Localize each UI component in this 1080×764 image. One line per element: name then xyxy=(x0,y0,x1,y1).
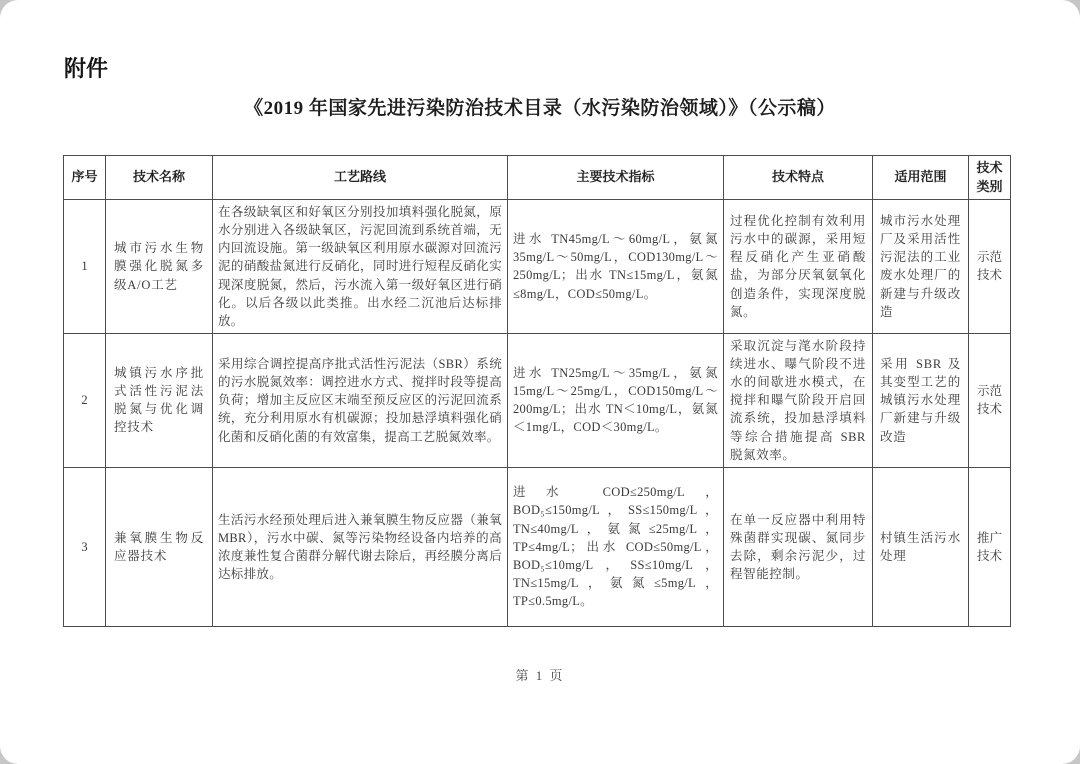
cell-serial-number: 1 xyxy=(64,200,106,334)
document-title: 《2019 年国家先进污染防治技术目录（水污染防治领域）》（公示稿） xyxy=(244,98,836,119)
cell-technical-features: 采取沉淀与滗水阶段持续进水、曝气阶段不进水的间歇进水模式，在搅拌和曝气阶段开启回流系统，投加悬浮填料等综合措施提高 SBR 脱氮效率。 xyxy=(724,333,873,467)
cell-technology-category: 推广技术 xyxy=(969,467,1011,626)
cell-technology-name: 城市污水生物膜强化脱氮多级A/O工艺 xyxy=(106,200,213,334)
cell-applicable-scope: 城市污水处理厂及采用活性污泥法的工业废水处理厂的新建与升级改造 xyxy=(873,200,969,334)
cell-technical-features: 在单一反应器中利用特殊菌群实现碳、氮同步去除，剩余污泥少，过程智能控制。 xyxy=(724,467,873,626)
cell-technology-category: 示范技术 xyxy=(969,333,1011,467)
cell-applicable-scope: 村镇生活污水处理 xyxy=(873,467,969,626)
cell-main-indicators: 进水 COD≤250mg/L，BOD₅≤150mg/L，SS≤150mg/L，TN≤40mg/L，氨氮≤25mg/L，TP≤4mg/L；出水 COD≤50mg/L，BOD₅≤10mg/L，SS≤10mg/L，TN≤15mg/L，氨氮≤5mg/L，TP≤0.5mg/L。 xyxy=(508,467,724,626)
cell-main-indicators: 进水 TN45mg/L～60mg/L，氨氮35mg/L～50mg/L，COD130mg/L～250mg/L；出水 TN≤15mg/L，氨氮≤8mg/L，COD≤50mg/L。 xyxy=(508,200,724,334)
cell-process-route: 在各级缺氧区和好氧区分别投加填料强化脱氮，原水分别进入各级缺氧区，污泥回流到系统首端，无内回流设施。第一级缺氧区利用原水碳源对回流污泥的硝酸盐氮进行反硝化，同时进行短程反硝化实现深度脱氮，然后，污水流入第一级好氧区进行硝化。以后各级以此类推。出水经二沉池后达标排放。 xyxy=(213,200,508,334)
header-technical-features: 技术特点 xyxy=(724,156,873,200)
header-serial-number: 序号 xyxy=(64,156,106,200)
cell-technology-name: 城镇污水序批式活性污泥法脱氮与优化调控技术 xyxy=(106,333,213,467)
cell-process-route: 采用综合调控提高序批式活性污泥法（SBR）系统的污水脱氮效率：调控进水方式、搅拌时段等提高负荷；增加主反应区末端至预反应区的污泥回流系统，充分利用原水有机碳源；投加悬浮填料强化硝化菌和反硝化菌的有效富集，提高工艺脱氮效率。 xyxy=(213,333,508,467)
cell-main-indicators: 进水 TN25mg/L～35mg/L，氨氮15mg/L～25mg/L，COD150mg/L～200mg/L；出水 TN＜10mg/L，氨氮＜1mg/L，COD＜30mg/L。 xyxy=(508,333,724,467)
cell-technical-features: 过程优化控制有效利用污水中的碳源，采用短程反硝化产生亚硝酸盐，为部分厌氧氨氧化创造条件，实现深度脱氮。 xyxy=(724,200,873,334)
header-technology-category: 技术类别 xyxy=(969,156,1011,200)
table-row xyxy=(64,333,1011,467)
cell-process-route: 生活污水经预处理后进入兼氧膜生物反应器（兼氧 MBR），污水中碳、氮等污染物经设备内培养的高浓度兼性复合菌群分解代谢去除后，再经膜分离后达标排放。 xyxy=(213,467,508,626)
cell-technology-name: 兼氧膜生物反应器技术 xyxy=(106,467,213,626)
cell-serial-number: 3 xyxy=(64,467,106,626)
cell-applicable-scope: 采用 SBR 及其变型工艺的城镇污水处理厂新建与升级改造 xyxy=(873,333,969,467)
header-applicable-scope: 适用范围 xyxy=(873,156,969,200)
table-header-row xyxy=(64,156,1011,200)
cell-technology-category: 示范技术 xyxy=(969,200,1011,334)
page-number: 第 1 页 xyxy=(515,668,565,683)
table-row xyxy=(64,467,1011,626)
header-technology-name: 技术名称 xyxy=(106,156,213,200)
attachment-label: 附件 xyxy=(64,56,109,81)
cell-serial-number: 2 xyxy=(64,333,106,467)
header-process-route: 工艺路线 xyxy=(213,156,508,200)
technology-catalog-table xyxy=(63,155,1011,627)
header-main-indicators: 主要技术指标 xyxy=(508,156,724,200)
table-row xyxy=(64,200,1011,334)
